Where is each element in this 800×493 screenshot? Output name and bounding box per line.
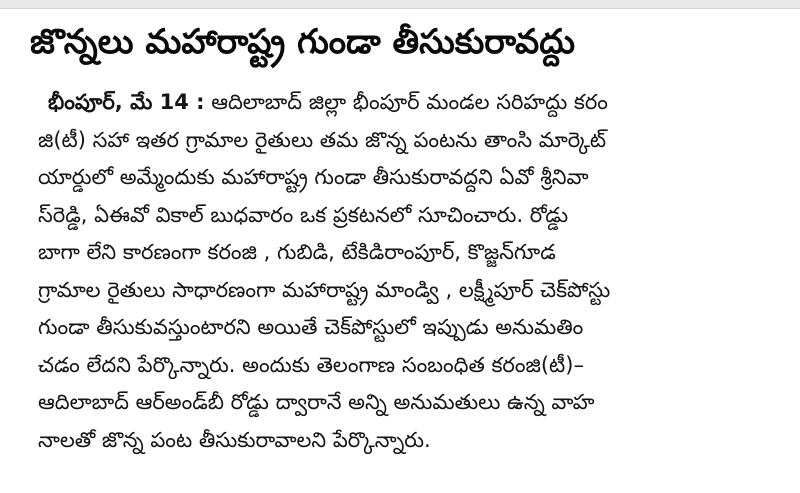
article-line-3: యార్డులో అమ్మేందుకు మహారాష్ట్ర గుండా తీసుకురావద్దని ఏవో శ్రీనివా xyxy=(38,165,589,189)
article-line-4: స్‌రెడ్డి, ఏఈవో వికాల్ బుధవారం ఒక ప్రకటనలో సూచించారు. రోడ్డు xyxy=(38,202,569,227)
article-line-9: ఆదిలాబాద్ ఆర్‌అండ్‌బీ రోడ్డు ద్వారానే అన్ని అనుమతులు ఉన్న వాహ xyxy=(38,390,595,414)
article-line-6: గ్రామాల రైతులు సాధారణంగా మహారాష్ట్ర మాండ్వి , లక్ష్మీపూర్ చెక్‌పోస్టు xyxy=(38,277,611,302)
article-line-10: నాలతో జొన్న పంట తీసుకురావాలని పేర్కొన్నారు. xyxy=(38,427,431,452)
article-line-5: బాగా లేని కారణంగా కరంజి , గుబిడి, టేకిడిరాంపూర్, కొజ్జన్‌గూడ xyxy=(38,240,556,264)
article-body xyxy=(38,84,778,459)
article-line-2: జి(టీ) సహా ఇతర గ్రామాల రైతులు తమ జొన్న పంటను తాంసి మార్కెట్ xyxy=(38,127,607,152)
article-line-7: గుండా తీసుకువస్తుంటారని అయితే చెక్‌పోస్టులో ఇప్పుడు అనుమతిం xyxy=(38,315,584,339)
article-line-1-text: ఆదిలాబాద్ జిల్లా భీంపూర్ మండల సరిహద్దు కరం xyxy=(204,90,608,114)
top-border-strip xyxy=(0,0,800,9)
article-dateline: భీంపూర్, మే 14 : xyxy=(48,90,205,114)
article-headline: జొన్నలు మహారాష్ట్ర గుండా తీసుకురావద్దు xyxy=(30,22,575,62)
article-line-1 xyxy=(38,84,778,122)
article-line-8: చడం లేదని పేర్కొన్నారు. అందుకు తెలంగాణ సంబంధిత కరంజి(టీ)– xyxy=(38,352,584,377)
